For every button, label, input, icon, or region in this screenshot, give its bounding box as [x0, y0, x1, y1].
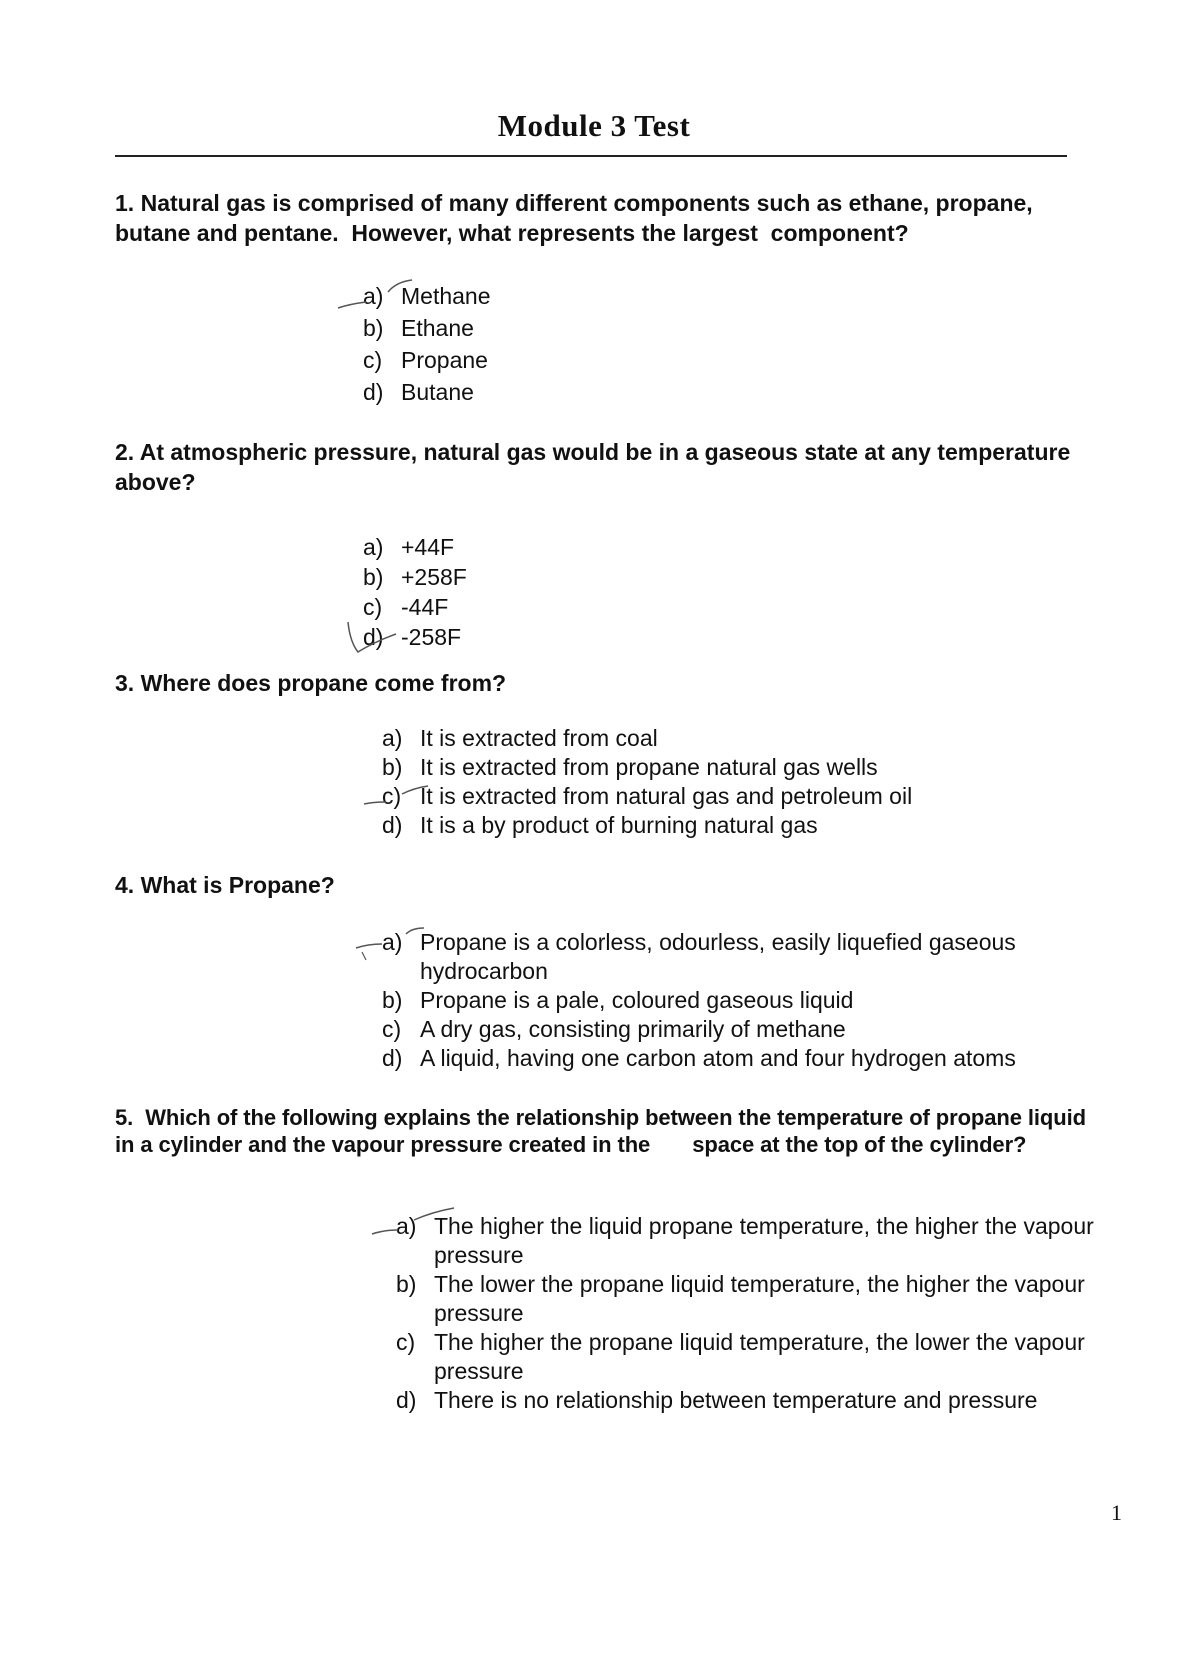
option-4a[interactable]	[382, 928, 1142, 986]
option-text: The lower the propane liquid temperature, the higher the vapour pressure	[434, 1271, 1085, 1326]
option-letter: c)	[382, 1016, 402, 1042]
question-number: 3.	[115, 670, 135, 696]
option-text: Methane	[401, 283, 491, 309]
page-number: 1	[1111, 1500, 1122, 1525]
question-text: What is Propane?	[140, 872, 335, 898]
option-text: Ethane	[401, 315, 474, 341]
option-letter: d)	[396, 1387, 417, 1413]
option-letter: b)	[382, 754, 403, 780]
question-number: 4.	[115, 872, 135, 898]
option-text: Butane	[401, 379, 474, 405]
option-letter: c)	[363, 594, 383, 620]
option-2b[interactable]	[363, 562, 763, 592]
question-2	[115, 437, 1105, 497]
question-3-options	[382, 724, 1142, 840]
option-letter: b)	[363, 315, 384, 341]
option-text: It is extracted from natural gas and petroleum oil	[420, 783, 913, 809]
option-5a[interactable]	[396, 1212, 1102, 1270]
option-text: The higher the propane liquid temperature, the lower the vapour pressure	[434, 1329, 1085, 1384]
option-4c[interactable]	[382, 1015, 1142, 1044]
option-letter: c)	[363, 347, 383, 373]
option-text: Propane is a pale, coloured gaseous liquid	[420, 987, 854, 1013]
option-text: It is a by product of burning natural gas	[420, 812, 818, 838]
option-text: Propane is a colorless, odourless, easily liquefied gaseous hydrocarbon	[420, 929, 1016, 984]
option-4b[interactable]	[382, 986, 1142, 1015]
page-title: Module 3 Test	[497, 108, 691, 143]
option-text: -258F	[401, 624, 462, 650]
option-2c[interactable]	[363, 592, 763, 622]
option-letter: b)	[363, 564, 384, 590]
question-text: Which of the following explains the relationship between the temperature of propane liquid in a cylinder and the vapour pressure created in the space at the top of the cylinder?	[115, 1105, 1092, 1157]
question-5	[115, 1104, 1105, 1158]
question-3	[115, 668, 1105, 698]
question-2-options	[363, 532, 763, 652]
option-letter: d)	[382, 812, 403, 838]
title-divider	[115, 155, 1067, 157]
option-letter: d)	[363, 624, 384, 650]
option-text: +44F	[401, 534, 455, 560]
option-letter: a)	[396, 1213, 417, 1239]
option-letter: b)	[382, 987, 403, 1013]
option-1d[interactable]	[363, 376, 763, 408]
option-5d[interactable]	[396, 1386, 1102, 1415]
option-letter: c)	[396, 1329, 416, 1355]
question-number: 2.	[115, 439, 135, 465]
question-number: 5.	[115, 1105, 134, 1130]
option-text: Propane	[401, 347, 488, 373]
option-letter: a)	[382, 725, 403, 751]
option-3c[interactable]	[382, 782, 1142, 811]
option-text: +258F	[401, 564, 467, 590]
option-text: It is extracted from coal	[420, 725, 658, 751]
option-5c[interactable]	[396, 1328, 1102, 1386]
question-1	[115, 188, 1105, 248]
option-letter: a)	[363, 534, 384, 560]
option-text: -44F	[401, 594, 449, 620]
option-1b[interactable]	[363, 312, 763, 344]
question-text: At atmospheric pressure, natural gas would be in a gaseous state at any temperature above?	[115, 439, 1077, 495]
question-text: Where does propane come from?	[140, 670, 507, 696]
question-text: Natural gas is comprised of many different components such as ethane, propane, butane and pentane. However, what represents the largest component?	[115, 190, 1040, 246]
option-1a[interactable]	[363, 280, 763, 312]
option-text: There is no relationship between temperature and pressure	[434, 1387, 1038, 1413]
option-text: It is extracted from propane natural gas wells	[420, 754, 878, 780]
option-text: A dry gas, consisting primarily of methane	[420, 1016, 846, 1042]
option-3a[interactable]	[382, 724, 1142, 753]
option-2d[interactable]	[363, 622, 763, 652]
option-letter: b)	[396, 1271, 417, 1297]
option-letter: d)	[382, 1045, 403, 1071]
option-letter: c)	[382, 783, 402, 809]
option-text: A liquid, having one carbon atom and four hydrogen atoms	[420, 1045, 1016, 1071]
question-number: 1.	[115, 190, 135, 216]
option-text: The higher the liquid propane temperature, the higher the vapour pressure	[434, 1213, 1094, 1268]
question-1-options	[363, 280, 763, 408]
option-1c[interactable]	[363, 344, 763, 376]
option-5b[interactable]	[396, 1270, 1102, 1328]
option-2a[interactable]	[363, 532, 763, 562]
option-3d[interactable]	[382, 811, 1142, 840]
option-4d[interactable]	[382, 1044, 1142, 1073]
option-letter: a)	[363, 283, 384, 309]
question-4-options	[382, 928, 1142, 1073]
option-letter: d)	[363, 379, 384, 405]
option-3b[interactable]	[382, 753, 1142, 782]
question-4	[115, 870, 1105, 900]
option-letter: a)	[382, 929, 403, 955]
question-5-options	[396, 1212, 1102, 1415]
